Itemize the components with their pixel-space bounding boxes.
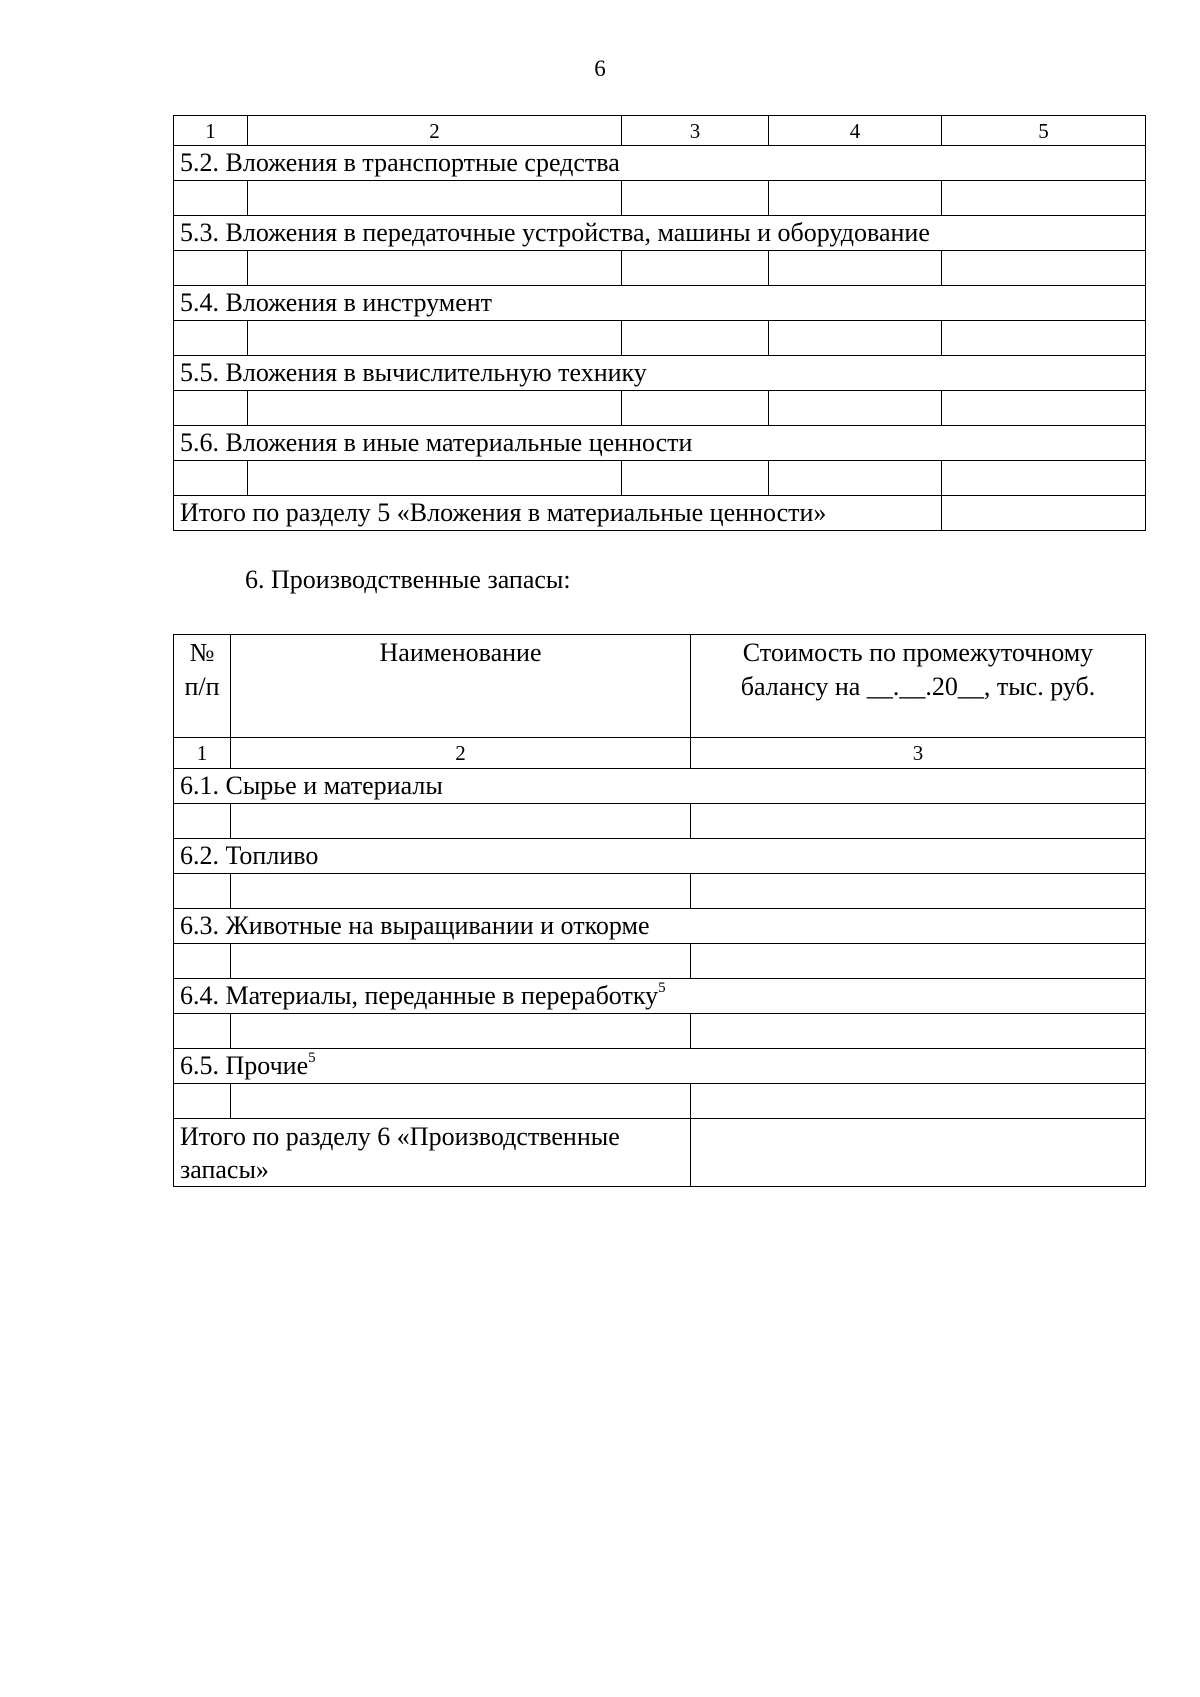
col-number: 1	[174, 738, 231, 769]
empty-cell[interactable]	[691, 1084, 1146, 1119]
col-number: 5	[942, 116, 1146, 146]
empty-entry-row	[174, 804, 1146, 839]
empty-cell[interactable]	[231, 804, 691, 839]
empty-cell[interactable]	[174, 874, 231, 909]
section-label: 5.2. Вложения в транспортные средства	[174, 146, 1146, 181]
empty-cell[interactable]	[174, 461, 248, 496]
col-number: 3	[691, 738, 1146, 769]
empty-entry-row	[174, 874, 1146, 909]
empty-cell[interactable]	[691, 874, 1146, 909]
section-row	[174, 216, 1146, 251]
col-number: 2	[248, 116, 622, 146]
table-investments	[173, 115, 1146, 531]
footnote-marker: 5	[308, 1050, 316, 1066]
empty-entry-row	[174, 461, 1146, 496]
table-inventories	[173, 634, 1146, 1187]
empty-cell[interactable]	[769, 321, 942, 356]
col-number: 3	[622, 116, 769, 146]
section-row	[174, 769, 1146, 804]
empty-cell[interactable]	[942, 391, 1146, 426]
section-label: 5.3. Вложения в передаточные устройства, машины и оборудование	[174, 216, 1146, 251]
col-number: 4	[769, 116, 942, 146]
section-label: 5.5. Вложения в вычислительную технику	[174, 356, 1146, 391]
empty-entry-row	[174, 1084, 1146, 1119]
section-label-text: 6.2. Топливо	[180, 841, 319, 870]
section-row	[174, 839, 1146, 874]
section-label	[174, 839, 1146, 874]
empty-cell[interactable]	[691, 944, 1146, 979]
empty-entry-row	[174, 251, 1146, 286]
column-numbers-row	[174, 738, 1146, 769]
section-heading: 6. Производственные запасы:	[245, 565, 571, 594]
empty-cell[interactable]	[231, 1084, 691, 1119]
empty-cell[interactable]	[248, 321, 622, 356]
total-row	[174, 1119, 1146, 1187]
empty-cell[interactable]	[248, 461, 622, 496]
empty-cell[interactable]	[622, 251, 769, 286]
section-row	[174, 979, 1146, 1014]
section-label	[174, 1049, 1146, 1084]
total-label: Итого по разделу 6 «Производственные запасы»	[174, 1119, 691, 1187]
total-row	[174, 496, 1146, 531]
section-row	[174, 286, 1146, 321]
section-label	[174, 769, 1146, 804]
empty-cell[interactable]	[691, 804, 1146, 839]
empty-cell[interactable]	[622, 321, 769, 356]
empty-cell[interactable]	[174, 944, 231, 979]
empty-cell[interactable]	[174, 391, 248, 426]
empty-entry-row	[174, 944, 1146, 979]
empty-cell[interactable]	[942, 181, 1146, 216]
section-row	[174, 146, 1146, 181]
total-value-cell[interactable]	[942, 496, 1146, 531]
empty-cell[interactable]	[622, 391, 769, 426]
empty-cell[interactable]	[248, 251, 622, 286]
col-number: 2	[231, 738, 691, 769]
empty-cell[interactable]	[174, 181, 248, 216]
section-label-text: 6.5. Прочие	[180, 1051, 309, 1080]
empty-cell[interactable]	[622, 461, 769, 496]
footnote-marker: 5	[658, 980, 666, 996]
empty-cell[interactable]	[248, 181, 622, 216]
empty-cell[interactable]	[174, 1084, 231, 1119]
empty-cell[interactable]	[769, 181, 942, 216]
col-number: 1	[174, 116, 248, 146]
section-row	[174, 1049, 1146, 1084]
empty-cell[interactable]	[174, 804, 231, 839]
section-label: 5.4. Вложения в инструмент	[174, 286, 1146, 321]
total-label: Итого по разделу 5 «Вложения в материальные ценности»	[174, 496, 942, 531]
section-label	[174, 909, 1146, 944]
empty-cell[interactable]	[231, 944, 691, 979]
section-row	[174, 426, 1146, 461]
empty-cell[interactable]	[248, 391, 622, 426]
page-number: 6	[594, 56, 606, 81]
section-row	[174, 909, 1146, 944]
table-header-row	[174, 635, 1146, 738]
empty-cell[interactable]	[942, 461, 1146, 496]
empty-cell[interactable]	[174, 321, 248, 356]
empty-cell[interactable]	[691, 1014, 1146, 1049]
empty-cell[interactable]	[174, 251, 248, 286]
empty-cell[interactable]	[942, 321, 1146, 356]
section-label: 5.6. Вложения в иные материальные ценности	[174, 426, 1146, 461]
section-label-text: 6.3. Животные на выращивании и откорме	[180, 911, 650, 940]
empty-cell[interactable]	[231, 874, 691, 909]
section-label-text: 6.4. Материалы, переданные в переработку	[180, 981, 659, 1010]
empty-cell[interactable]	[622, 181, 769, 216]
header-cost: Стоимость по промежуточному балансу на __.__.20__, тыс. руб.	[691, 635, 1146, 738]
empty-cell[interactable]	[231, 1014, 691, 1049]
empty-cell[interactable]	[769, 461, 942, 496]
section-label	[174, 979, 1146, 1014]
header-num: № п/п	[174, 635, 231, 738]
empty-cell[interactable]	[174, 1014, 231, 1049]
empty-cell[interactable]	[769, 251, 942, 286]
section-label-text: 6.1. Сырье и материалы	[180, 771, 443, 800]
header-name: Наименование	[231, 635, 691, 738]
empty-cell[interactable]	[942, 251, 1146, 286]
column-numbers-row	[174, 116, 1146, 146]
empty-cell[interactable]	[769, 391, 942, 426]
section-row	[174, 356, 1146, 391]
empty-entry-row	[174, 1014, 1146, 1049]
total-value-cell[interactable]	[691, 1119, 1146, 1187]
empty-entry-row	[174, 391, 1146, 426]
empty-entry-row	[174, 321, 1146, 356]
empty-entry-row	[174, 181, 1146, 216]
